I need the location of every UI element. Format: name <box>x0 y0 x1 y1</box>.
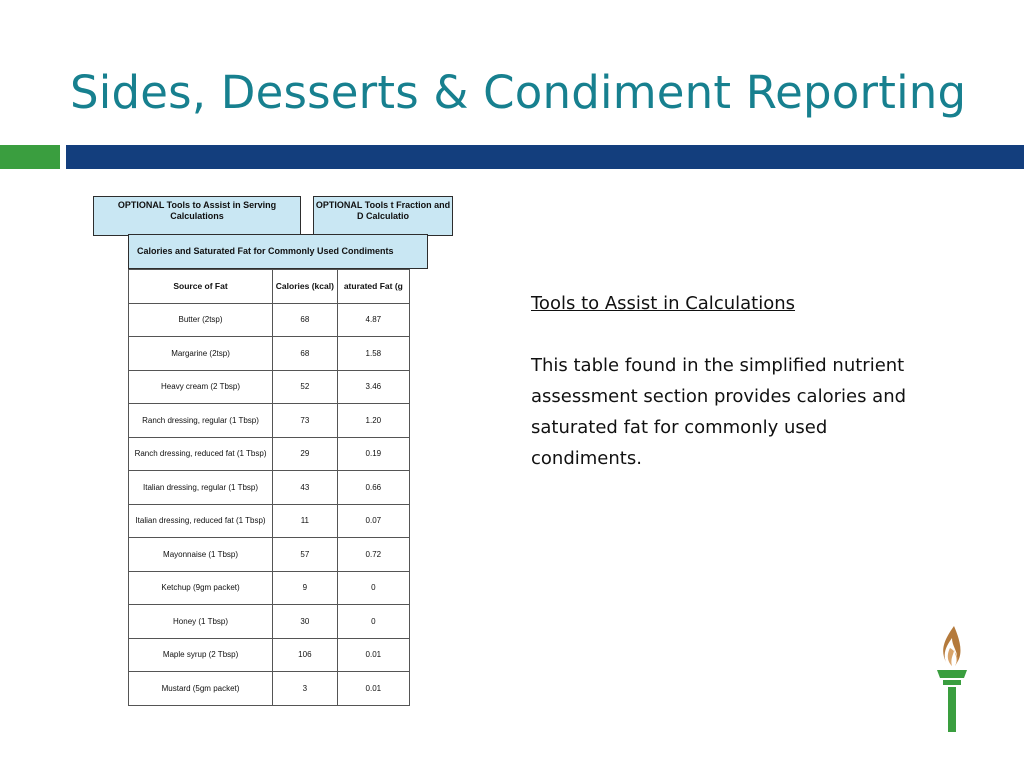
saturated-fat-cell: 0 <box>337 571 409 605</box>
fat-source-cell: Italian dressing, reduced fat (1 Tbsp) <box>129 504 273 538</box>
saturated-fat-cell: 4.87 <box>337 303 409 337</box>
calories-cell: 3 <box>273 672 338 706</box>
table-row <box>129 638 410 672</box>
calories-cell: 29 <box>273 437 338 471</box>
calories-cell: 30 <box>273 605 338 639</box>
table-row <box>129 605 410 639</box>
calories-cell: 52 <box>273 370 338 404</box>
fat-source-cell: Ketchup (9gm packet) <box>129 571 273 605</box>
table-row <box>129 404 410 438</box>
calories-cell: 68 <box>273 337 338 371</box>
fat-source-cell: Honey (1 Tbsp) <box>129 605 273 639</box>
saturated-fat-cell: 0.19 <box>337 437 409 471</box>
calories-cell: 9 <box>273 571 338 605</box>
calories-cell: 43 <box>273 471 338 505</box>
serving-tools-header: OPTIONAL Tools to Assist in Serving Calculations <box>93 196 301 236</box>
fraction-tools-header: OPTIONAL Tools t Fraction and D Calculatio <box>313 196 453 236</box>
table-row <box>129 337 410 371</box>
calories-cell: 11 <box>273 504 338 538</box>
calories-cell: 73 <box>273 404 338 438</box>
saturated-fat-cell: 3.46 <box>337 370 409 404</box>
table-row <box>129 437 410 471</box>
condiment-table <box>128 269 410 706</box>
fat-source-cell: Ranch dressing, reduced fat (1 Tbsp) <box>129 437 273 471</box>
table-row <box>129 538 410 572</box>
green-accent-bar <box>0 145 60 169</box>
saturated-fat-cell: 1.58 <box>337 337 409 371</box>
fat-source-cell: Maple syrup (2 Tbsp) <box>129 638 273 672</box>
tools-description: This table found in the simplified nutrient assessment section provides calories and saturated fat for commonly used condiments. <box>531 355 907 469</box>
tools-heading: Tools to Assist in Calculations <box>531 293 796 314</box>
table-row <box>129 571 410 605</box>
table-title: Calories and Saturated Fat for Commonly Used Condiments <box>128 234 428 269</box>
table-header-row <box>129 270 410 304</box>
saturated-fat-cell: 0.01 <box>337 672 409 706</box>
calories-cell: 68 <box>273 303 338 337</box>
calories-cell: 106 <box>273 638 338 672</box>
fat-source-cell: Mustard (5gm packet) <box>129 672 273 706</box>
torch-icon <box>930 622 974 734</box>
column-header: aturated Fat (g <box>337 270 409 304</box>
saturated-fat-cell: 0.01 <box>337 638 409 672</box>
fat-source-cell: Ranch dressing, regular (1 Tbsp) <box>129 404 273 438</box>
blue-accent-bar <box>66 145 1024 169</box>
slide-title: Sides, Desserts & Condiment Reporting <box>70 66 967 119</box>
column-header: Source of Fat <box>129 270 273 304</box>
table-row <box>129 370 410 404</box>
saturated-fat-cell: 0.66 <box>337 471 409 505</box>
table-row <box>129 672 410 706</box>
saturated-fat-cell: 0.07 <box>337 504 409 538</box>
column-header: Calories (kcal) <box>273 270 338 304</box>
saturated-fat-cell: 0 <box>337 605 409 639</box>
saturated-fat-cell: 0.72 <box>337 538 409 572</box>
table-row <box>129 504 410 538</box>
fat-source-cell: Butter (2tsp) <box>129 303 273 337</box>
table-row <box>129 471 410 505</box>
fat-source-cell: Margarine (2tsp) <box>129 337 273 371</box>
condiment-spreadsheet <box>93 196 451 696</box>
fat-source-cell: Heavy cream (2 Tbsp) <box>129 370 273 404</box>
fat-source-cell: Italian dressing, regular (1 Tbsp) <box>129 471 273 505</box>
fat-source-cell: Mayonnaise (1 Tbsp) <box>129 538 273 572</box>
table-row <box>129 303 410 337</box>
calories-cell: 57 <box>273 538 338 572</box>
saturated-fat-cell: 1.20 <box>337 404 409 438</box>
